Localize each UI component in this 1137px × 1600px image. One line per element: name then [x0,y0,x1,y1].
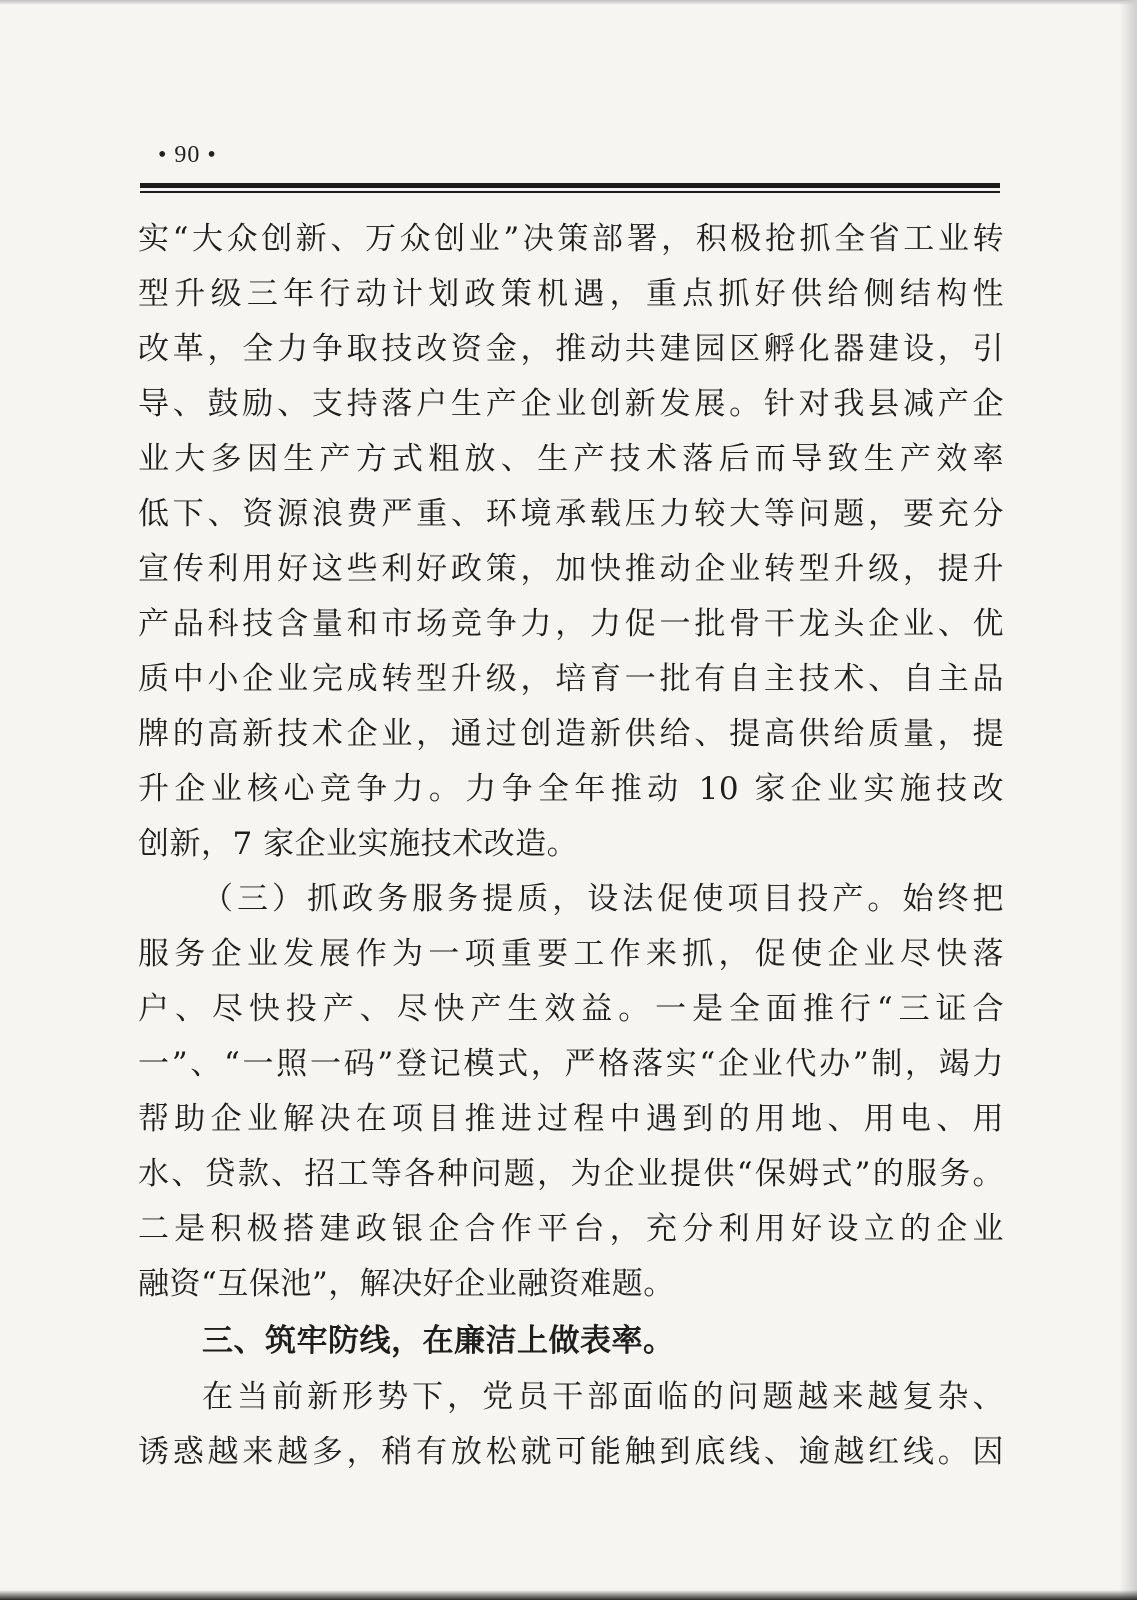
text-line: 在当前新形势下，党员干部面临的问题越来越复杂、 [202,1379,1004,1415]
page-header [140,142,1000,178]
text-line: 服务企业发展作为一项重要工作来抓，促使企业尽快落 [138,936,1004,972]
text-line: 导、鼓励、支持落户生产企业创新发展。针对我县减产企 [138,386,1004,422]
text-line: 帮助企业解决在项目推进过程中遇到的用地、用电、用 [138,1101,1004,1137]
scan-edge-right [1119,0,1137,1600]
scan-edge-bottom [0,1590,1137,1600]
text-line: 诱惑越来越多，稍有放松就可能触到底线、逾越红线。因 [138,1434,1004,1470]
text-line: 牌的高新技术企业，通过创造新供给、提高供给质量，提 [138,716,1004,752]
text-line: 实“大众创新、万众创业”决策部署，积极抢抓全省工业转 [138,221,1004,257]
text-line: 宣传利用好这些利好政策，加快推动企业转型升级，提升 [138,551,1004,587]
header-rule-thin [140,191,1000,193]
scan-edge-top [0,0,1137,5]
text-line: 业大多因生产方式粗放、生产技术落后而导致生产效率 [138,441,1004,477]
text-line: 升企业核心竞争力。力争全年推动 10 家企业实施技改 [138,771,1004,807]
body-text [138,212,1004,1480]
text-line: 一”、“一照一码”登记模式，严格落实“企业代办”制，竭力 [138,1046,1004,1082]
text-line: 型升级三年行动计划政策机遇，重点抓好供给侧结构性 [138,276,1004,312]
text-line: （三）抓政务服务提质，设法促使项目投产。始终把 [202,881,1004,917]
text-line: 水、贷款、招工等各种问题，为企业提供“保姆式”的服务。 [138,1156,1004,1192]
page-number: • 90 • [158,142,217,168]
text-line: 融资“互保池”，解决好企业融资难题。 [138,1266,675,1302]
header-rule-thick [140,183,1000,188]
text-line: 低下、资源浪费严重、环境承载压力较大等问题，要充分 [138,496,1004,532]
text-line: 改革，全力争取技改资金，推动共建园区孵化器建设，引 [138,331,1004,367]
text-line: 二是积极搭建政银企合作平台，充分利用好设立的企业 [138,1211,1004,1247]
text-line: 质中小企业完成转型升级，培育一批有自主技术、自主品 [138,661,1004,697]
text-line: 产品科技含量和市场竞争力，力促一批骨干龙头企业、优 [138,606,1004,642]
text-line: 创新，7 家企业实施技术改造。 [138,826,579,862]
text-line: 户、尽快投产、尽快产生效益。一是全面推行“三证合 [138,991,1004,1027]
section-heading: 三、筑牢防线，在廉洁上做表率。 [202,1323,675,1359]
